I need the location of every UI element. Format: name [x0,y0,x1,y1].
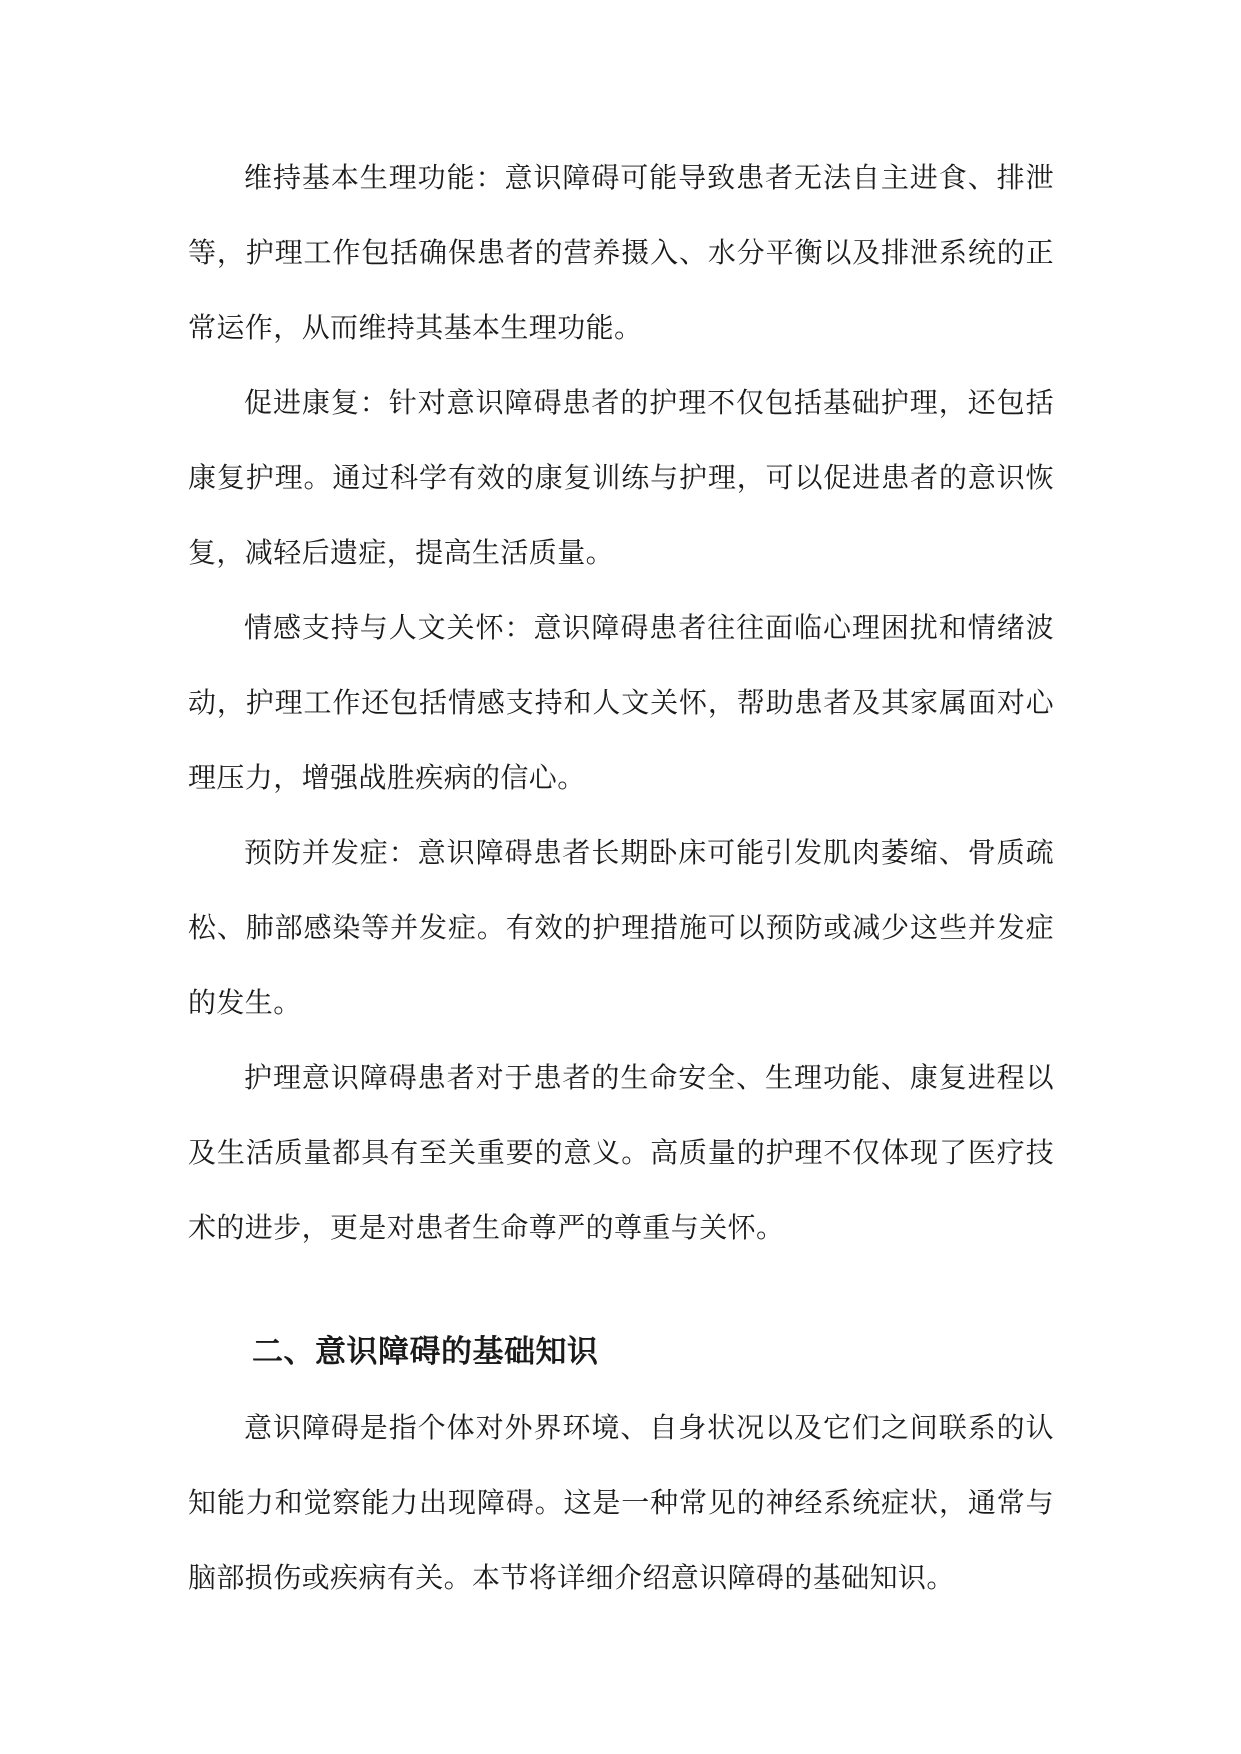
paragraph-emotional-support: 情感支持与人文关怀：意识障碍患者往往面临心理困扰和情绪波动，护理工作还包括情感支持和人文关怀，帮助患者及其家属面对心理压力，增强战胜疾病的信心。 [188,611,1054,794]
paragraph-rehabilitation: 促进康复：针对意识障碍患者的护理不仅包括基础护理，还包括康复护理。通过科学有效的康复训练与护理，可以促进患者的意识恢复，减轻后遗症，提高生活质量。 [188,386,1054,569]
paragraph-complication-prevention: 预防并发症：意识障碍患者长期卧床可能引发肌肉萎缩、骨质疏松、肺部感染等并发症。有效的护理措施可以预防或减少这些并发症的发生。 [188,836,1054,1019]
section-heading: 二、意识障碍的基础知识 [252,1334,599,1370]
document-body [188,140,1054,1615]
paragraph-nursing-significance: 护理意识障碍患者对于患者的生命安全、生理功能、康复进程以及生活质量都具有至关重要的意义。高质量的护理不仅体现了医疗技术的进步，更是对患者生命尊严的尊重与关怀。 [188,1061,1054,1244]
paragraph-basic-physiology: 维持基本生理功能：意识障碍可能导致患者无法自主进食、排泄等，护理工作包括确保患者的营养摄入、水分平衡以及排泄系统的正常运作，从而维持其基本生理功能。 [188,161,1054,344]
paragraph-definition: 意识障碍是指个体对外界环境、自身状况以及它们之间联系的认知能力和觉察能力出现障碍。这是一种常见的神经系统症状，通常与脑部损伤或疾病有关。本节将详细介绍意识障碍的基础知识。 [188,1411,1054,1594]
